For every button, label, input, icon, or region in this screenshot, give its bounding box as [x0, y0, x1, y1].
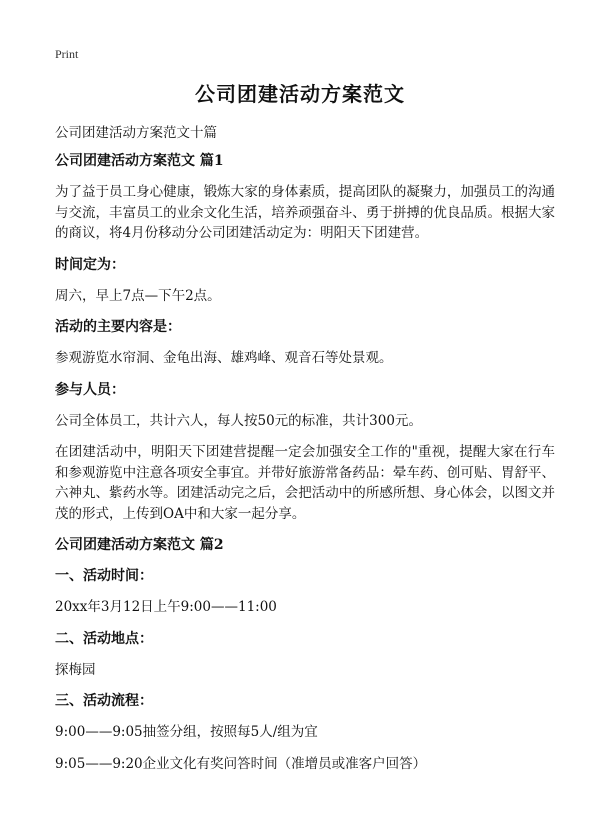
paragraph-participants: 公司全体员工，共计六人，每人按50元的标准，共计300元。: [55, 412, 422, 429]
page-title: 公司团建活动方案范文: [195, 82, 405, 106]
heading-activity-time: 一、活动时间：: [55, 568, 153, 584]
paragraph-content: 参观游览水帘洞、金龟出海、雄鸡峰、观音石等处景观。: [55, 350, 393, 366]
heading-activity-location: 二、活动地点：: [55, 630, 153, 647]
section-heading-2: 公司团建活动方案范文 篇2: [55, 537, 224, 553]
heading-content: 活动的主要内容是：: [55, 319, 181, 335]
paragraph-flow-1: 9:00——9:05抽签分组，按照每5人/组为宜: [55, 724, 318, 740]
paragraph-activity-time: 20xx年3月12日上午9:00——11:00: [55, 599, 277, 615]
print-link[interactable]: Print: [55, 47, 79, 61]
paragraph-safety: 在团建活动中，明阳天下团建营提醒一定会加强安全工作的"重视，提醒大家在行车和参观游览中注意各项安全事宜。并带好旅游常备药品：晕车药、创可贴、胃舒平、六神丸、紫药水等。团建活动完之后，会把活动中的所感所想、身心体会，以图文并茂的形式，上传到OA中和大家一起分享。: [55, 444, 555, 522]
heading-activity-flow: 三、活动流程：: [55, 693, 153, 709]
paragraph-flow-2: 9:05——9:20企业文化有奖问答时间（准增员或准客户回答）: [55, 755, 427, 772]
paragraph-activity-location: 探梅园: [55, 661, 96, 678]
heading-participants: 参与人员：: [55, 381, 125, 398]
paragraph-time: 周六，早上7点—下午2点。: [55, 287, 221, 304]
document-body: [55, 151, 555, 785]
paragraph-intro: 为了益于员工身心健康，锻炼大家的身体素质，提高团队的凝聚力，加强员工的沟通与交流，丰富员工的业余文化生活，培养顽强奋斗、勇于拼搏的优良品质。根据大家的商议，将4月份移动分公司团建活动定为：明阳天下团建营。: [55, 184, 555, 241]
heading-time: 时间定为：: [55, 256, 125, 273]
section-heading-1: 公司团建活动方案范文 篇1: [55, 153, 224, 169]
document-subtitle: 公司团建活动方案范文十篇: [55, 125, 217, 141]
